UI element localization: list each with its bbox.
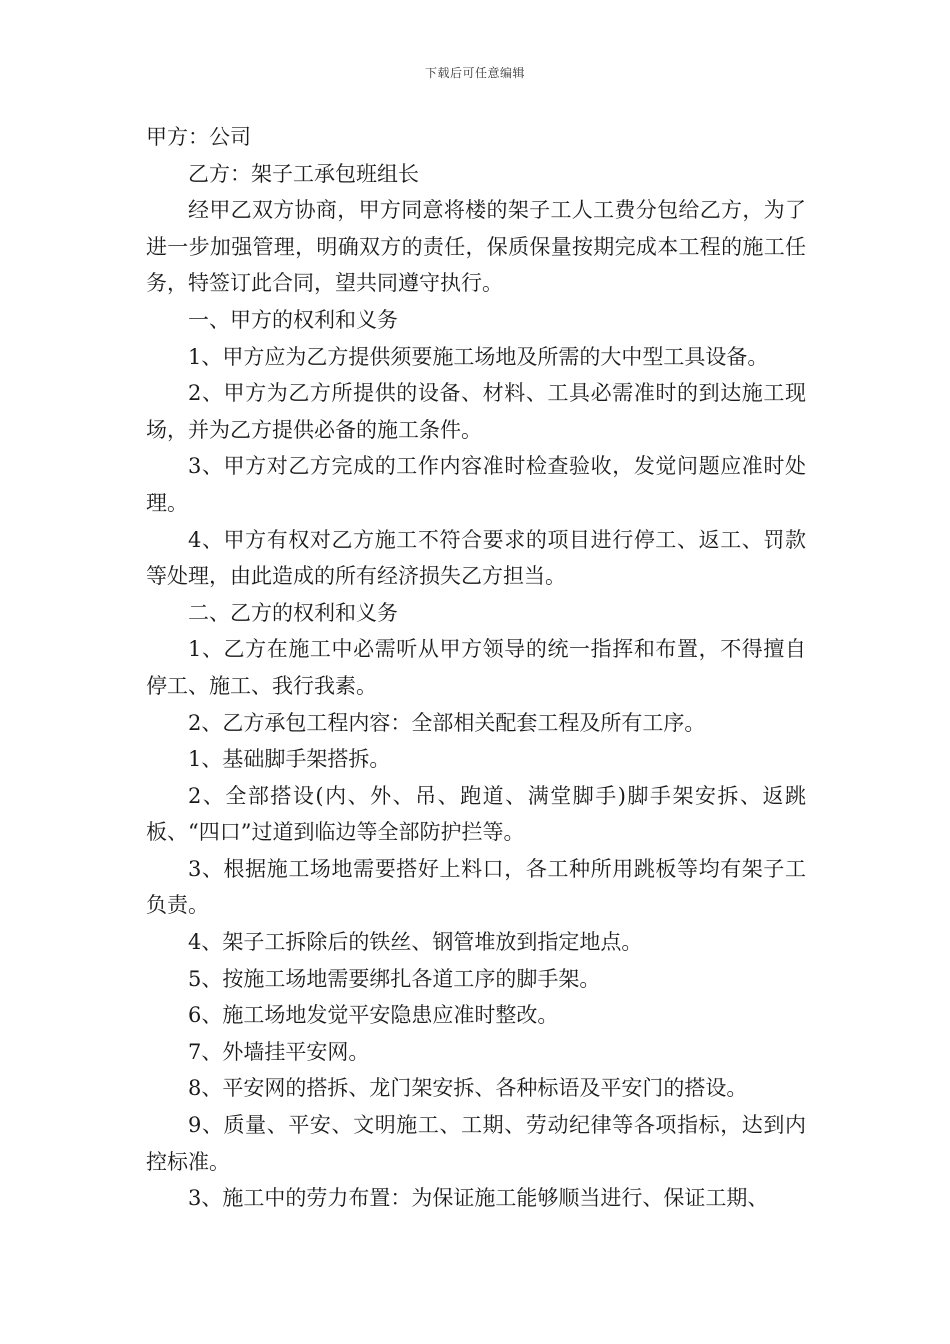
sub-clause-paragraph: 4、架子工拆除后的铁丝、钢管堆放到指定地点。 <box>188 930 643 955</box>
page-header-note: 下载后可任意编辑 <box>424 66 525 80</box>
sub-clause-paragraph: 5、按施工场地需要绑扎各道工序的脚手架。 <box>188 966 601 991</box>
party-a-line: 甲方：公司 <box>146 125 251 149</box>
clause-paragraph: 1、乙方在施工中必需听从甲方领导的统一指挥和布置，不得擅自停工、施工、我行我素。 <box>146 637 806 698</box>
sub-clause-paragraph: 9、质量、平安、文明施工、工期、劳动纪律等各项指标，达到内控标准。 <box>146 1113 806 1174</box>
sub-clause-paragraph: 8、平安网的搭拆、龙门架安拆、各种标语及平安门的搭设。 <box>188 1076 748 1101</box>
sub-clause-paragraph: 6、施工场地发觉平安隐患应准时整改。 <box>188 1003 559 1028</box>
sub-clause-paragraph: 3、根据施工场地需要搭好上料口，各工种所用跳板等均有架子工负责。 <box>146 856 806 918</box>
clause-paragraph: 4、甲方有权对乙方施工不符合要求的项目进行停工、返工、罚款等处理，由此造成的所有经济损失乙方担当。 <box>146 527 806 589</box>
sub-clause-paragraph: 7、外墙挂平安网。 <box>188 1039 370 1064</box>
section-heading-party-a: 一、甲方的权利和义务 <box>188 307 398 332</box>
clause-paragraph: 2、乙方承包工程内容：全部相关配套工程及所有工序。 <box>188 710 706 735</box>
party-b-line: 乙方：架子工承包班组长 <box>188 161 419 186</box>
clause-paragraph: 3、施工中的劳力布置：为保证施工能够顺当进行、保证工期、 <box>188 1186 769 1211</box>
document-body <box>146 119 806 1217</box>
sub-clause-paragraph: 2、全部搭设(内、外、吊、跑道、满堂脚手)脚手架安拆、返跳板、“四口”过道到临边等全部防护拦等。 <box>146 783 806 845</box>
clause-paragraph: 1、甲方应为乙方提供须要施工场地及所需的大中型工具设备。 <box>188 344 769 369</box>
preamble-paragraph: 经甲乙双方协商，甲方同意将楼的架子工人工费分包给乙方，为了进一步加强管理，明确双方的责任，保质保量按期完成本工程的施工任务，特签订此合同，望共同遵守执行。 <box>146 198 806 296</box>
sub-clause-paragraph: 1、基础脚手架搭拆。 <box>188 747 391 772</box>
clause-paragraph: 2、甲方为乙方所提供的设备、材料、工具必需准时的到达施工现场，并为乙方提供必备的施工条件。 <box>146 381 806 442</box>
section-heading-party-b: 二、乙方的权利和义务 <box>188 600 398 625</box>
clause-paragraph: 3、甲方对乙方完成的工作内容准时检查验收，发觉问题应准时处理。 <box>146 454 806 515</box>
